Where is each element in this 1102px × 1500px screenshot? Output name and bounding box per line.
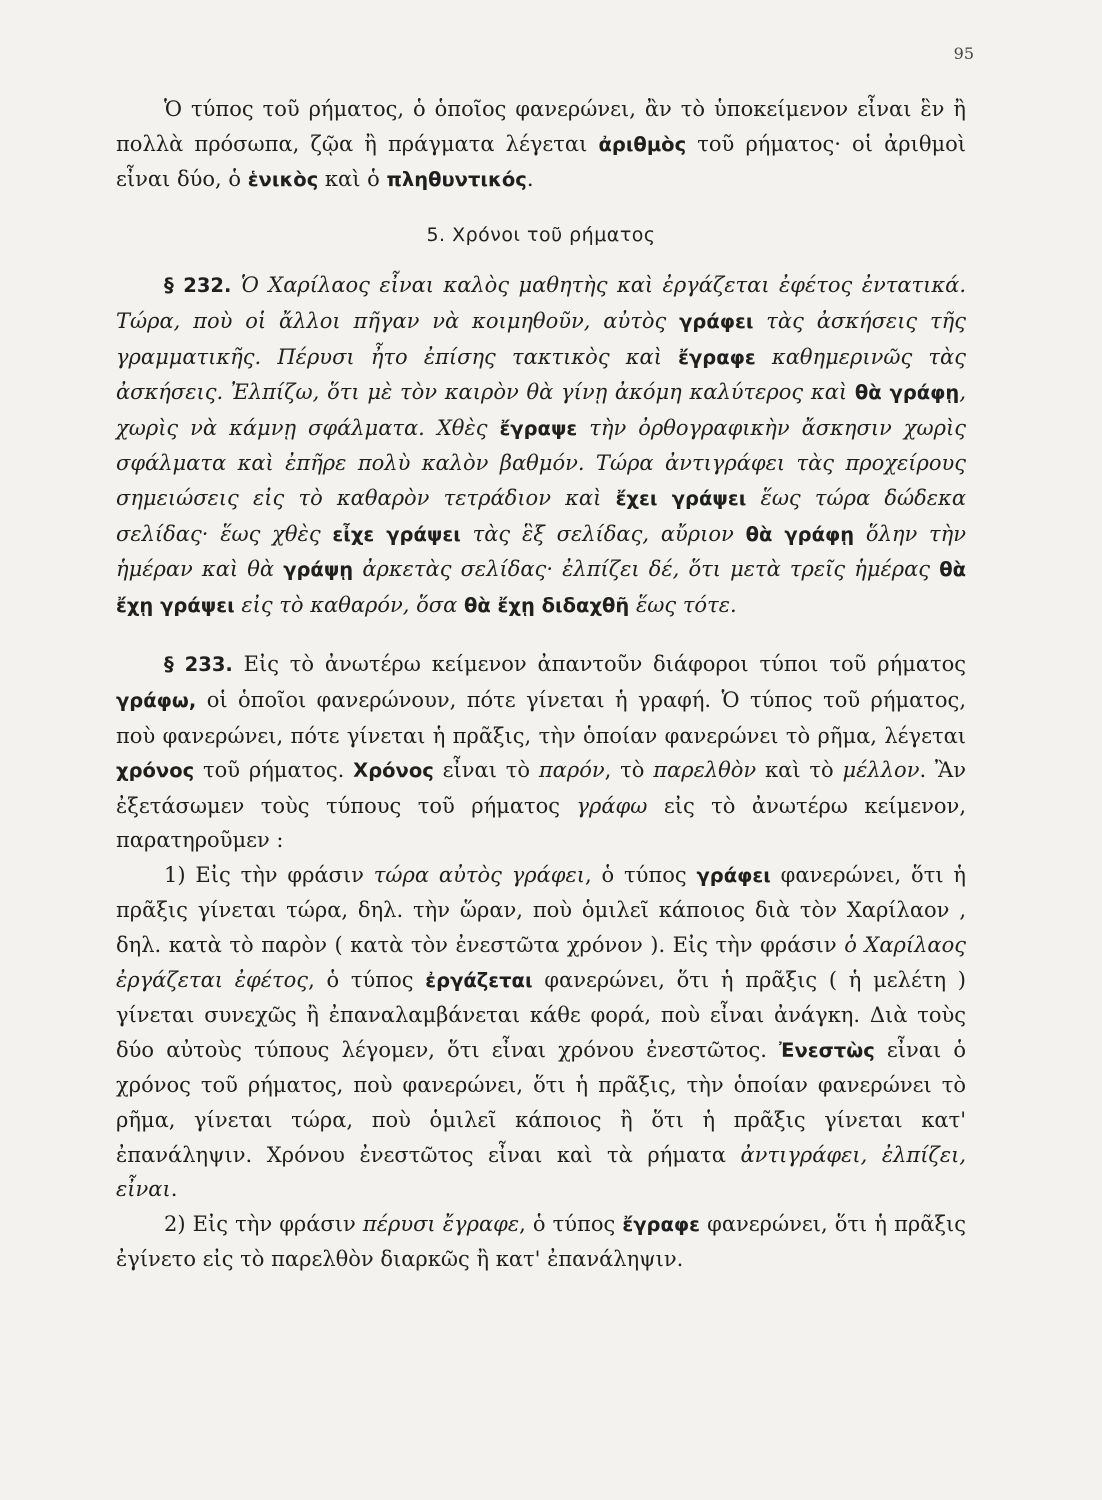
list-item-1: [116, 858, 966, 1207]
text-run: τοῦ ρήματος.: [194, 758, 354, 783]
bold-term: ἐργάζεται: [425, 968, 533, 992]
italic-text: , χωρὶς νὰ κάμνῃ σφάλματα. Χθὲς: [116, 380, 966, 440]
italic-text: γράφω: [576, 793, 648, 818]
bold-term: ἑνικὸς: [247, 168, 319, 192]
paragraph-232: [116, 268, 966, 623]
bold-term: Ἐνεστὼς: [779, 1038, 875, 1062]
bold-term: ἔγραφε: [622, 1212, 700, 1236]
paragraph-233: [116, 647, 966, 858]
text-run: φανερώνει, ὅτι ἡ πρᾶξις ( ἡ μελέτη ) γίνεται συνεχῶς ἢ ἐπαναλαμβάνεται κάθε φορά, ποὺ εἶναι ἀνάγκη. Διὰ τοὺς δύο αὐτοὺς τύπους λέγομεν, ὅτι εἶναι χρόνου ἐνεστῶτος.: [116, 967, 967, 1062]
bold-term: ἔγραψε: [499, 416, 578, 440]
text-run: εἶναι τὸ: [433, 758, 539, 783]
italic-text: ἀρκετὰς σελίδας· ἐλπίζει δέ, ὅτι μετὰ τρεῖς ἡμέρας: [353, 557, 940, 582]
text-run: .: [170, 1177, 178, 1202]
italic-text: μέλλον: [842, 758, 920, 783]
text-run: , ὁ τύπος: [308, 967, 426, 992]
text-run: 1) Εἰς τὴν φράσιν: [164, 862, 374, 887]
bold-term: γράφει: [696, 863, 771, 887]
bold-term: ἔχει γράψει: [615, 486, 747, 510]
text-run: οἱ ὁποῖοι φανερώνουν, πότε γίνεται ἡ γραφή. Ὁ τύπος τοῦ ρήματος, ποὺ φανερώνει, πότε γίνεται ἡ πρᾶξις, τὴν ὁποίαν φανερώνει τὸ ρῆμα, λέγεται: [116, 687, 966, 748]
text-run: καὶ τὸ: [756, 758, 843, 783]
bold-term: εἶχε γράψει: [332, 522, 461, 546]
text-run: εἰς τὸ ἀνωτέρω κείμενον, παρατηροῦμεν :: [116, 793, 966, 853]
text-run: , τὸ: [604, 758, 654, 783]
bold-term: πληθυντικός: [386, 168, 527, 192]
page-number: 95: [953, 44, 974, 63]
text-run: φανερώνει, ὅτι ἡ πρᾶξις γίνεται τώρα, δηλ. τὴν ὥραν, ποὺ ὁμιλεῖ κάποιος διὰ τὸν Χαρίλαον , δηλ. κατὰ τὸ παρὸν ( κατὰ τὸν ἐνεστῶτα χρόνον ). Εἰς τὴν φράσιν: [116, 862, 966, 958]
text-run: , ὁ τύπος: [585, 862, 697, 887]
italic-text: ἀντιγράφει, ἐλπίζει, εἶναι: [116, 1142, 966, 1202]
list-item-2: [116, 1207, 966, 1277]
italic-text: εἰς τὸ καθαρόν, ὅσα: [234, 592, 464, 617]
text-run: καὶ ὁ: [318, 167, 387, 192]
italic-text: καθημερινῶς τὰς ἀσκήσεις. Ἐλπίζω, ὅτι μὲ τὸν καιρὸν θὰ γίνῃ ἀκόμη καλύτερος καὶ: [116, 344, 966, 405]
text-run: εἶναι ὁ χρόνος τοῦ ρήματος, ποὺ φανερώνει, ὅτι ἡ πρᾶξις, τὴν ὁποίαν φανερώνει τὸ ρῆμα, γίνεται τώρα, ποὺ ὁμιλεῖ κάποιος ἢ ὅτι ἡ πρᾶξις γίνεται κατ' ἐπανάληψιν. Χρόνου ἐνεστῶτος εἶναι καὶ τὰ ρήματα: [116, 1037, 966, 1167]
italic-text: ὅλην τὴν ἡμέραν καὶ θὰ: [116, 521, 966, 582]
text-run: Ὁ τύπος τοῦ ρήματος, ὁ ὁποῖος φανερώνει, ἂν τὸ ὑποκείμενον εἶναι ἓν ἢ πολλὰ πρόσωπα, ζῷα ἢ πράγματα λέγεται: [116, 97, 966, 156]
italic-text: τὴν ὀρθογραφικὴν ἄσκησιν χωρὶς σφάλματα καὶ ἐπῆρε πολὺ καλὸν βαθμόν. Τώρα ἀντιγράφει τὰς προχείρους σημειώσεις εἰς τὸ καθαρὸν τετράδιον καὶ: [116, 415, 966, 510]
bold-term: Χρόνος: [353, 759, 434, 783]
italic-text: τώρα αὐτὸς γράφει: [373, 862, 586, 887]
italic-text: ἕως τότε.: [629, 592, 737, 617]
text-run: τοῦ ρήματος· οἱ ἀριθμοὶ εἶναι δύο, ὁ: [116, 131, 966, 192]
bold-term: χρόνος: [116, 759, 195, 783]
bold-term: θὰ γράφῃ: [854, 381, 960, 405]
text-run: . Ἂν ἐξετάσωμεν τοὺς τύπους τοῦ ρήματος: [116, 758, 966, 818]
bold-term: θὰ ἔχῃ γράψει: [116, 558, 966, 617]
bold-term: γράφω,: [116, 688, 197, 712]
italic-text: ὁ Χαρίλαος ἐργάζεται ἐφέτος: [116, 933, 966, 992]
italic-text: ἕως τώρα δώδεκα σελίδας· ἕως χθὲς: [116, 485, 966, 546]
bold-term: ἀριθμὸς: [598, 132, 687, 156]
italic-text: τὰς ἓξ σελίδας, αὔριον: [460, 521, 746, 546]
bold-term: ἔγραφε: [678, 345, 756, 369]
italic-text: πέρυσι ἔγραφε: [362, 1211, 520, 1236]
italic-text: Ὁ Χαρίλαος εἶναι καλὸς μαθητὴς καὶ ἐργάζεται ἐφέτος ἐντατικά. Τώρα, ποὺ οἱ ἄλλοι πῆγαν νὰ κοιμηθοῦν, αὐτὸς: [116, 273, 967, 333]
bold-term: θὰ γράφῃ: [745, 522, 855, 546]
section-heading: 5. Χρόνοι τοῦ ρήματος: [426, 223, 656, 246]
text-run: , ὁ τύπος: [519, 1211, 623, 1236]
italic-text: παρελθὸν: [653, 758, 757, 783]
bold-term: γράφει: [679, 309, 754, 333]
text-run: φανερώνει, ὅτι ἡ πρᾶξις ἐγίνετο εἰς τὸ παρελθὸν διαρκῶς ἢ κατ' ἐπανάληψιν.: [116, 1211, 967, 1272]
text-run: Εἰς τὸ ἀνωτέρω κείμενον ἀπαντοῦν διάφοροι τύποι τοῦ ρήματος: [232, 652, 966, 677]
text-run: .: [526, 167, 534, 192]
bold-term: γράψῃ: [283, 558, 354, 582]
italic-text: παρόν: [538, 758, 605, 783]
italic-text: τὰς ἀσκήσεις τῆς γραμματικῆς. Πέρυσι ἦτο ἐπίσης τακτικὸς καὶ: [116, 308, 967, 369]
bold-term: θὰ ἔχῃ διδαχθῆ: [463, 593, 630, 617]
paragraph-number-definition: [116, 92, 966, 198]
section-number: § 232.: [164, 274, 232, 298]
section-number: § 233.: [164, 653, 233, 677]
text-run: 2) Εἰς τὴν φράσιν: [164, 1211, 363, 1236]
page-body: [116, 92, 966, 1277]
